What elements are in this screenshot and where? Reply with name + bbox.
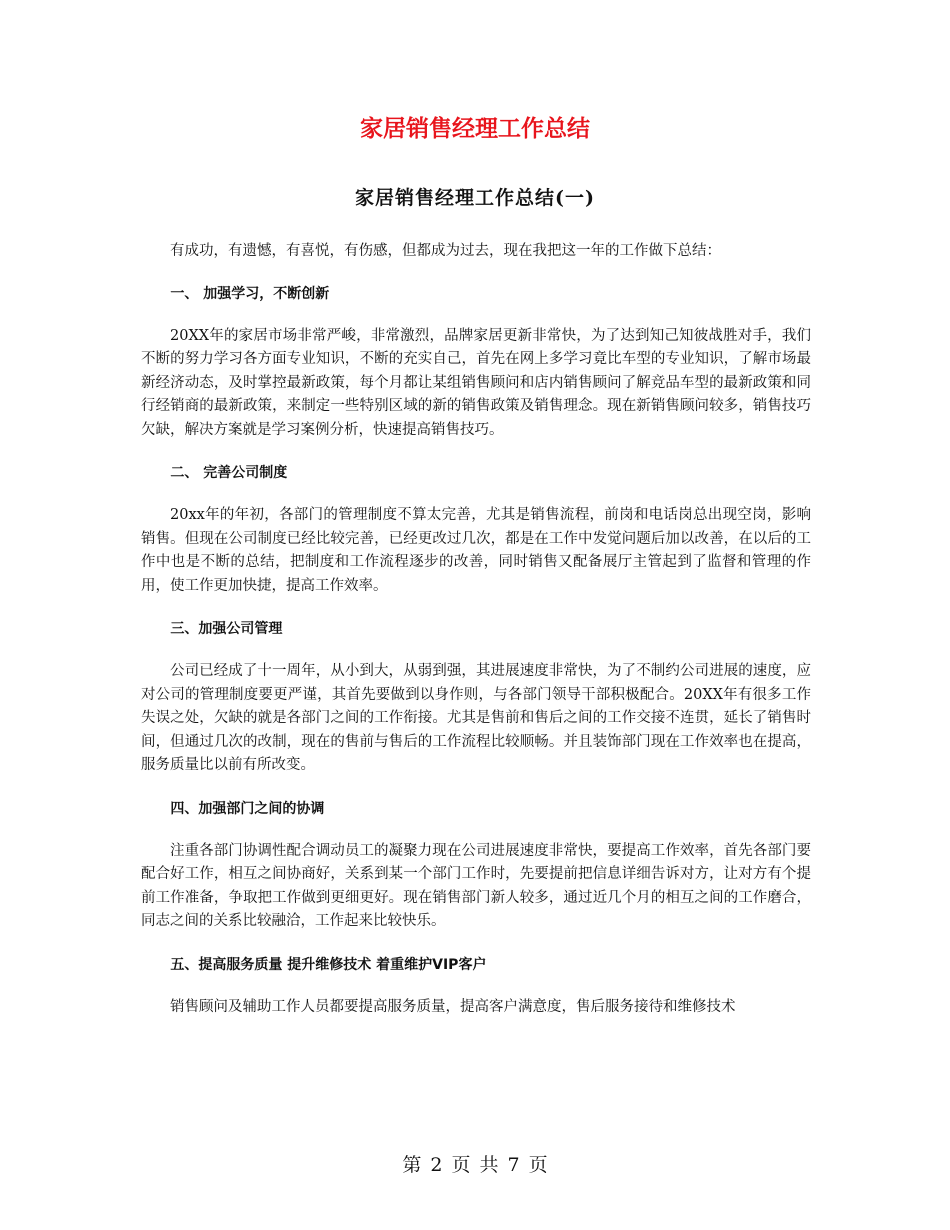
section-paragraph-5: 销售顾问及辅助工作人员都要提高服务质量，提高客户满意度，售后服务接待和维修技术 bbox=[170, 998, 736, 1015]
section-heading-1: 一、 加强学习，不断创新 bbox=[170, 285, 330, 302]
section-paragraph-2: 20xx年的年初，各部门的管理制度不算太完善，尤其是销售流程，前岗和电话岗总出现空岗，影响销售。但现在公司制度已经比较完善，已经更改过几次，都是在工作中发觉问题后加以改善，在以后的工作中也是不断的总结，把制度和工作流程逐步的改善，同时销售又配备展厅主管起到了监督和管理的作用，使工作更加快捷，提高工作效率。 bbox=[141, 507, 811, 594]
page-number-footer: 第 2 页 共 7 页 bbox=[402, 1154, 548, 1176]
section-paragraph-4: 注重各部门协调性配合调动员工的凝聚力现在公司进展速度非常快，要提高工作效率，首先各部门要配合好工作，相互之间协商好，关系到某一个部门工作时，先要提前把信息详细告诉对方，让对方有个提前工作准备，争取把工作做到更细更好。现在销售部门新人较多，通过近几个月的相互之间的工作磨合，同志之间的关系比较融洽，工作起来比较快乐。 bbox=[141, 842, 811, 929]
section-heading-3: 三、加强公司管理 bbox=[170, 621, 283, 637]
section-heading-5: 五、提高服务质量 提升维修技术 着重维护VIP客户 bbox=[170, 956, 487, 973]
document-title: 家居销售经理工作总结 bbox=[360, 116, 590, 142]
section-heading-2: 二、 完善公司制度 bbox=[170, 465, 288, 481]
section-heading-4: 四、加强部门之间的协调 bbox=[170, 800, 325, 817]
section-paragraph-3: 公司已经成了十一周年，从小到大，从弱到强，其进展速度非常快，为了不制约公司进展的速度，应对公司的管理制度要更严谨，其首先要做到以身作则，与各部门领导干部积极配合。20XX年有很多工作失误之处，欠缺的就是各部门之间的工作衔接。尤其是售前和售后之间的工作交接不连贯，延长了销售时间，但通过几次的改制，现在的售前与售后的工作流程比较顺畅。并且装饰部门现在工作效率也在提高，服务质量比以前有所改变。 bbox=[141, 663, 811, 773]
intro-paragraph: 有成功，有遗憾，有喜悦，有伤感，但都成为过去，现在我把这一年的工作做下总结： bbox=[170, 243, 721, 259]
document-body bbox=[141, 240, 811, 1039]
document-subtitle: 家居销售经理工作总结(一) bbox=[355, 187, 595, 209]
section-paragraph-1: 20XX年的家居市场非常严峻，非常激烈，品牌家居更新非常快，为了达到知己知彼战胜对手，我们不断的努力学习各方面专业知识，不断的充实自己，首先在网上多学习竟比车型的专业知识，了解市场最新经济动态，及时掌控最新政策，每个月都让某组销售顾问和店内销售顾问了解竞品车型的最新政策和同行经销商的最新政策，来制定一些特别区域的新的销售政策及销售理念。现在新销售顾问较多，销售技巧欠缺，解决方案就是学习案例分析，快速提高销售技巧。 bbox=[141, 327, 811, 438]
